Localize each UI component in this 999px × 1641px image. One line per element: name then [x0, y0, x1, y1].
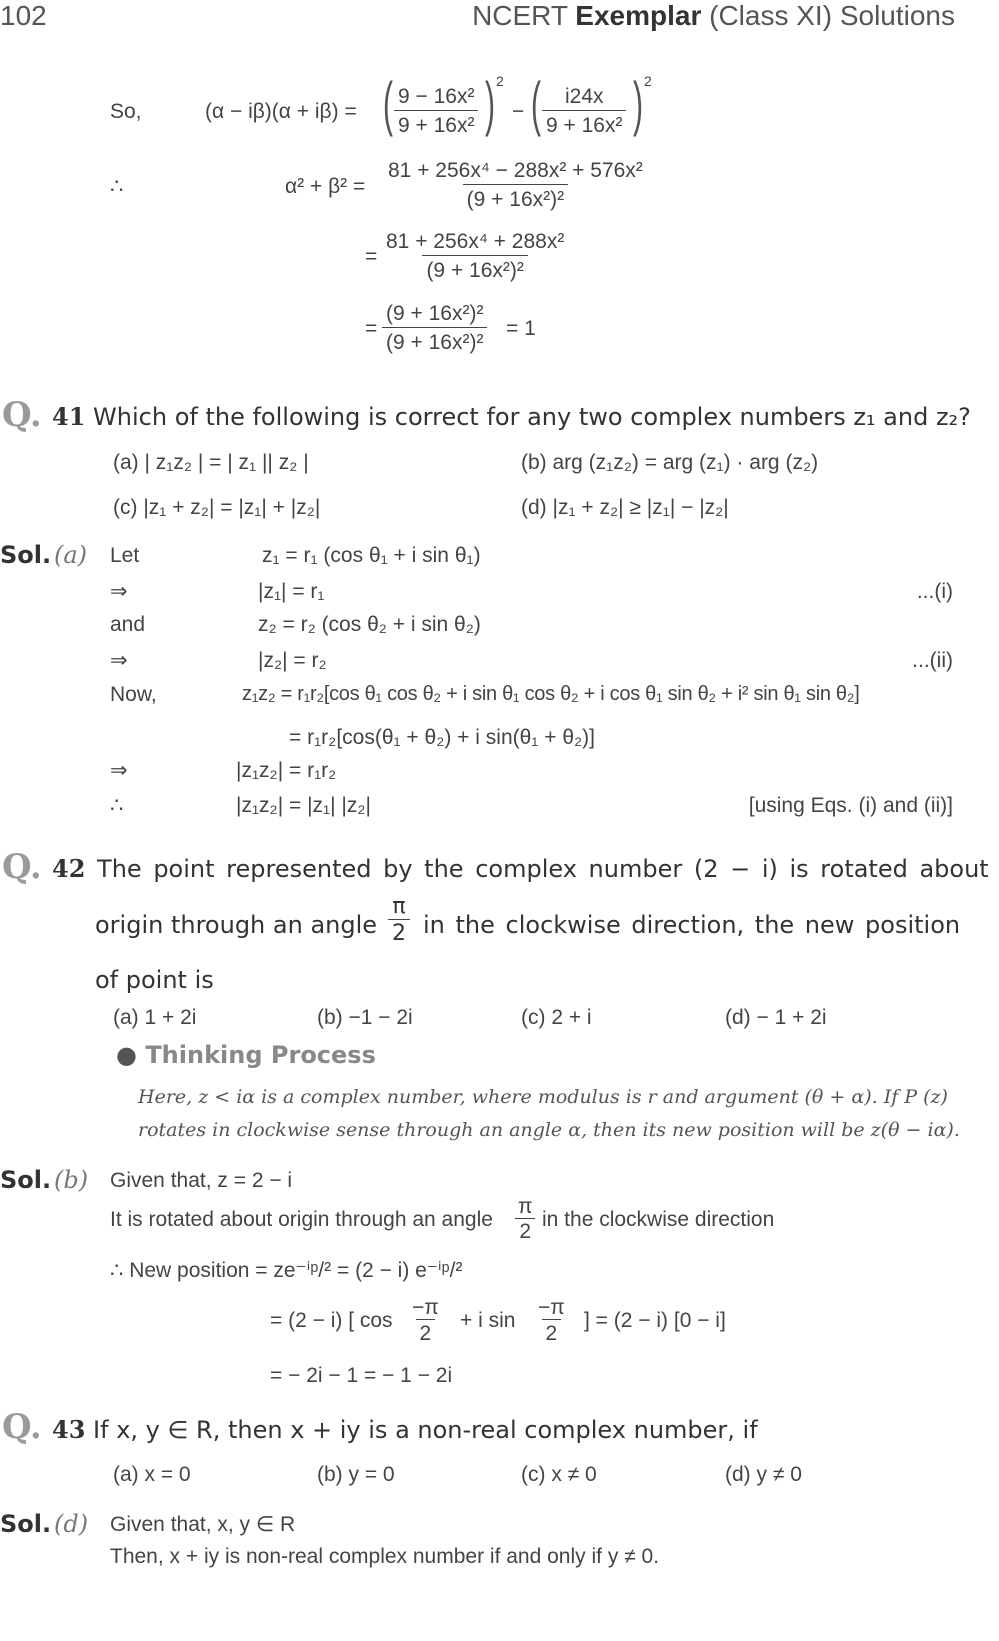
fraction: [382, 301, 487, 357]
solution-line: Then, x + iy is non-real complex number if and only if y ≠ 0.: [110, 1545, 660, 1568]
numerator: π: [518, 1195, 533, 1218]
denominator: (9 + 16x²)²: [422, 255, 527, 284]
solution-label: Sol.: [0, 541, 52, 569]
question-marker: Q.: [2, 395, 42, 435]
option-a: (a) 1 + 2i: [113, 1006, 197, 1029]
denominator: 2: [416, 1319, 436, 1345]
solution-line: in the clockwise direction: [542, 1208, 775, 1231]
question-marker: Q.: [2, 847, 42, 887]
paren: (: [382, 70, 393, 137]
fraction-pi-over-2: [514, 1196, 537, 1243]
step-label: ∴: [110, 794, 124, 817]
paren: (: [530, 70, 541, 137]
thinking-title: Thinking Process: [145, 1041, 376, 1069]
denominator: 2: [515, 1218, 535, 1243]
step-math: z₁ = r₁ (cos θ₁ + i sin θ₁): [262, 544, 481, 567]
step-math: z₁z₂ = r₁r₂[cos θ₁ cos θ₂ + i sin θ₁ cos θ₂ + i cos θ₁ sin θ₂ + i² sin θ₁ sin θ₂]: [242, 683, 860, 705]
numerator: −π: [412, 1296, 439, 1319]
step-math: = r₁r₂[cos(θ₁ + θ₂) + i sin(θ₁ + θ₂)]: [289, 726, 595, 749]
numerator: (9 + 16x²)²: [386, 302, 484, 325]
question-number: 42: [52, 854, 86, 883]
header-prefix: NCERT: [472, 0, 576, 31]
question-text: origin through an angle: [95, 911, 378, 939]
step-label: and: [110, 613, 146, 636]
option-c: (c) |z₁ + z₂| = |z₁| + |z₂|: [113, 496, 321, 519]
result: = 1: [506, 317, 536, 340]
question-text: If x, y ∈ R, then x + iy is a non-real complex number, if: [93, 1416, 758, 1444]
so-label: So,: [110, 100, 142, 123]
solution-answer: (b): [54, 1166, 89, 1194]
step-label: ⇒: [110, 649, 128, 672]
thinking-text: rotates in clockwise sense through an angle α, then its new position will be z(θ − iα).: [138, 1119, 960, 1141]
paren: ): [632, 70, 643, 137]
numerator: 81 + 256x⁴ + 288x²: [386, 230, 565, 253]
step-math: |z₁z₂| = r₁r₂: [236, 759, 337, 782]
step-label: Now,: [110, 683, 157, 706]
question-number: 41: [52, 402, 86, 431]
solution-line: = − 2i − 1 = − 1 − 2i: [270, 1364, 453, 1387]
solution-line: + i sin: [460, 1309, 516, 1332]
numerator: i24x: [564, 85, 604, 108]
fraction: [394, 84, 478, 140]
question-text: Which of the following is correct for any two complex numbers z₁ and z₂?: [93, 403, 971, 431]
numerator: π: [392, 894, 406, 919]
therefore-symbol: ∴: [110, 175, 124, 198]
option-c: (c) 2 + i: [521, 1006, 592, 1029]
paren: ): [484, 70, 495, 137]
solution-line: ∴ New position = ze⁻ⁱᵖ/² = (2 − i) e⁻ⁱᵖ/²: [110, 1259, 463, 1282]
question-42-text: [52, 854, 989, 883]
thinking-text: Here, z < iα is a complex number, where modulus is r and argument (θ + α). If P (z): [138, 1086, 948, 1108]
question-number: 43: [52, 1415, 86, 1444]
denominator: 2: [388, 919, 410, 946]
solution-label: Sol.: [0, 1166, 52, 1194]
option-d: (d) − 1 + 2i: [725, 1006, 827, 1029]
denominator: 9 + 16x²: [542, 110, 626, 139]
step-label: Let: [110, 544, 140, 567]
fraction-neg-pi-over-2: [534, 1296, 569, 1345]
equation-lhs: α² + β² =: [285, 175, 366, 198]
running-header: [472, 2, 955, 30]
question-text: The point represented by the complex number (2 − i) is rotated about: [97, 855, 989, 883]
option-b: (b) arg (z₁z₂) = arg (z₁) · arg (z₂): [521, 451, 819, 474]
numerator: 9 − 16x²: [398, 85, 475, 108]
header-suffix: (Class XI) Solutions: [701, 0, 955, 31]
equals-sign: =: [365, 317, 378, 340]
option-a: (a) x = 0: [113, 1463, 191, 1486]
step-math: |z₁| = r₁: [258, 580, 325, 603]
solution-line: It is rotated about origin through an angle: [110, 1208, 493, 1231]
solution-line: Given that, x, y ∈ R: [110, 1513, 296, 1536]
solution-line: Given that, z = 2 − i: [110, 1169, 293, 1192]
exponent: 2: [644, 73, 652, 89]
solution-line: = (2 − i) [ cos: [270, 1309, 393, 1332]
fraction-neg-pi-over-2: [408, 1296, 443, 1345]
denominator: 9 + 16x²: [394, 110, 478, 139]
numerator: 81 + 256x⁴ − 288x² + 576x²: [388, 159, 643, 182]
equation-tag: ...(ii): [912, 649, 953, 672]
fraction-pi-over-2: [388, 895, 410, 946]
denominator: 2: [542, 1319, 562, 1345]
denominator: (9 + 16x²)²: [463, 184, 568, 213]
step-math: |z₁z₂| = |z₁| |z₂|: [236, 794, 371, 817]
denominator: (9 + 16x²)²: [382, 327, 487, 356]
exponent: 2: [496, 73, 504, 89]
step-math: z₂ = r₂ (cos θ₂ + i sin θ₂): [258, 613, 481, 636]
solution-line: ] = (2 − i) [0 − i]: [584, 1309, 726, 1332]
option-b: (b) −1 − 2i: [317, 1006, 413, 1029]
option-d: (d) y ≠ 0: [725, 1463, 802, 1486]
solution-answer: (d): [54, 1510, 89, 1538]
fraction: [384, 158, 647, 214]
option-a: (a) | z₁z₂ | = | z₁ || z₂ |: [113, 451, 309, 474]
numerator: −π: [538, 1296, 565, 1319]
page-number: 102: [0, 0, 47, 31]
lightbulb-icon: ●: [116, 1041, 137, 1069]
equation-tag: ...(i): [916, 580, 953, 603]
minus-sign: −: [512, 100, 525, 123]
thinking-process-heading: [116, 1043, 376, 1067]
equation-tag: [using Eqs. (i) and (ii)]: [748, 794, 953, 817]
question-marker: Q.: [2, 1407, 42, 1447]
fraction: [382, 229, 568, 285]
equation-lhs: (α − iβ)(α + iβ) =: [205, 100, 357, 123]
step-label: ⇒: [110, 759, 128, 782]
solution-label: Sol.: [0, 1510, 52, 1538]
question-41-text: [52, 402, 971, 431]
question-text: in the clockwise direction, the new position: [423, 911, 961, 939]
question-text: of point is: [95, 966, 214, 994]
step-label: ⇒: [110, 580, 128, 603]
option-b: (b) y = 0: [317, 1463, 395, 1486]
solution-answer: (a): [54, 541, 88, 569]
step-math: |z₂| = r₂: [258, 649, 327, 672]
equals-sign: =: [365, 245, 378, 268]
fraction: [542, 84, 626, 140]
question-43-text: [52, 1415, 758, 1444]
option-c: (c) x ≠ 0: [521, 1463, 597, 1486]
option-d: (d) |z₁ + z₂| ≥ |z₁| − |z₂|: [521, 496, 729, 519]
header-bold: Exemplar: [575, 0, 702, 31]
